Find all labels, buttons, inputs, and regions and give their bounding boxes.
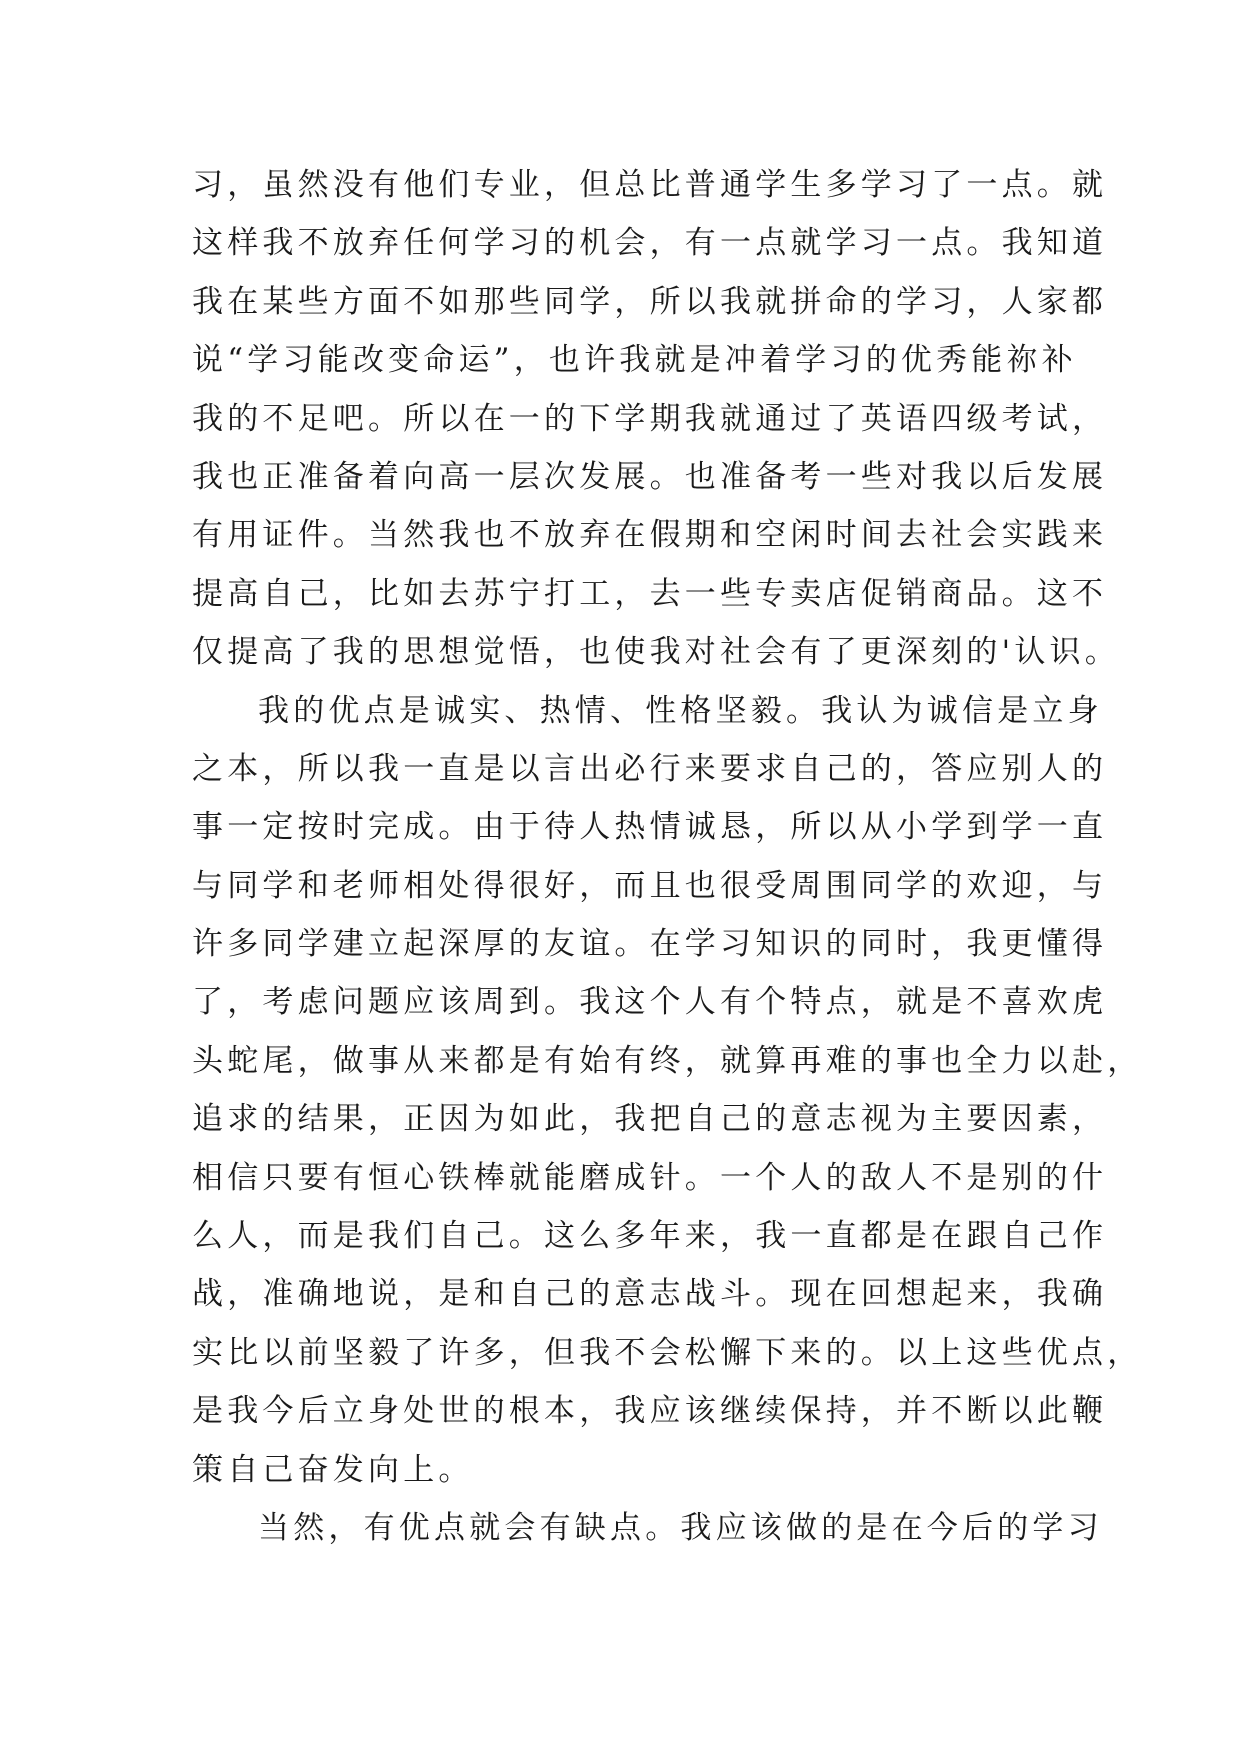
text-line: 我也正准备着向高一层次发展。也准备考一些对我以后发展 [192, 458, 1108, 495]
text-line: 了，考虑问题应该周到。我这个人有个特点，就是不喜欢虎 [192, 984, 1108, 1021]
text-line: 习，虽然没有他们专业，但总比普通学生多学习了一点。就 [192, 167, 1108, 203]
text-line: 与同学和老师相处得很好，而且也很受周围同学的欢迎，与 [192, 867, 1108, 904]
text-line: 么人，而是我们自己。这么多年来，我一直都是在跟自己作 [192, 1218, 1108, 1255]
text-line: 提高自己，比如去苏宁打工，去一些专卖店促销商品。这不 [192, 575, 1108, 612]
text-line: 之本，所以我一直是以言出必行来要求自己的，答应别人的 [192, 750, 1108, 787]
text-line: 我在某些方面不如那些同学，所以我就拼命的学习，人家都 [192, 283, 1108, 320]
text-line: 许多同学建立起深厚的友谊。在学习知识的同时，我更懂得 [192, 926, 1108, 963]
text-line: 策自己奋发向上。 [192, 1451, 474, 1488]
text-line: 说“学习能改变命运”，也许我就是冲着学习的优秀能祢补 [192, 342, 1077, 379]
text-line: 有用证件。当然我也不放弃在假期和空闲时间去社会实践来 [192, 517, 1108, 554]
text-line: 相信只要有恒心铁棒就能磨成针。一个人的敌人不是别的什 [192, 1159, 1108, 1196]
text-line: 战，准确地说，是和自己的意志战斗。现在回想起来，我确 [192, 1276, 1108, 1313]
text-line: 实比以前坚毅了许多，但我不会松懈下来的。以上这些优点， [192, 1334, 1143, 1371]
text-line: 追求的结果，正因为如此，我把自己的意志视为主要因素， [192, 1101, 1108, 1138]
body-text [192, 156, 1143, 1557]
text-line: 事一定按时完成。由于待人热情诚恳，所以从小学到学一直 [192, 809, 1108, 846]
text-line: 我的不足吧。所以在一的下学期我就通过了英语四级考试， [192, 400, 1108, 437]
text-line: 仅提高了我的思想觉悟，也使我对社会有了更深刻的'认识。 [192, 634, 1120, 671]
text-line: 这样我不放弃任何学习的机会，有一点就学习一点。我知道 [192, 225, 1108, 262]
paragraph-first-line: 当然，有优点就会有缺点。我应该做的是在今后的学习 [258, 1509, 1103, 1546]
paragraph-first-line: 我的优点是诚实、热情、性格坚毅。我认为诚信是立身 [258, 692, 1103, 729]
text-line: 头蛇尾，做事从来都是有始有终，就算再难的事也全力以赴， [192, 1042, 1143, 1079]
text-line: 是我今后立身处世的根本，我应该继续保持，并不断以此鞭 [192, 1393, 1108, 1430]
